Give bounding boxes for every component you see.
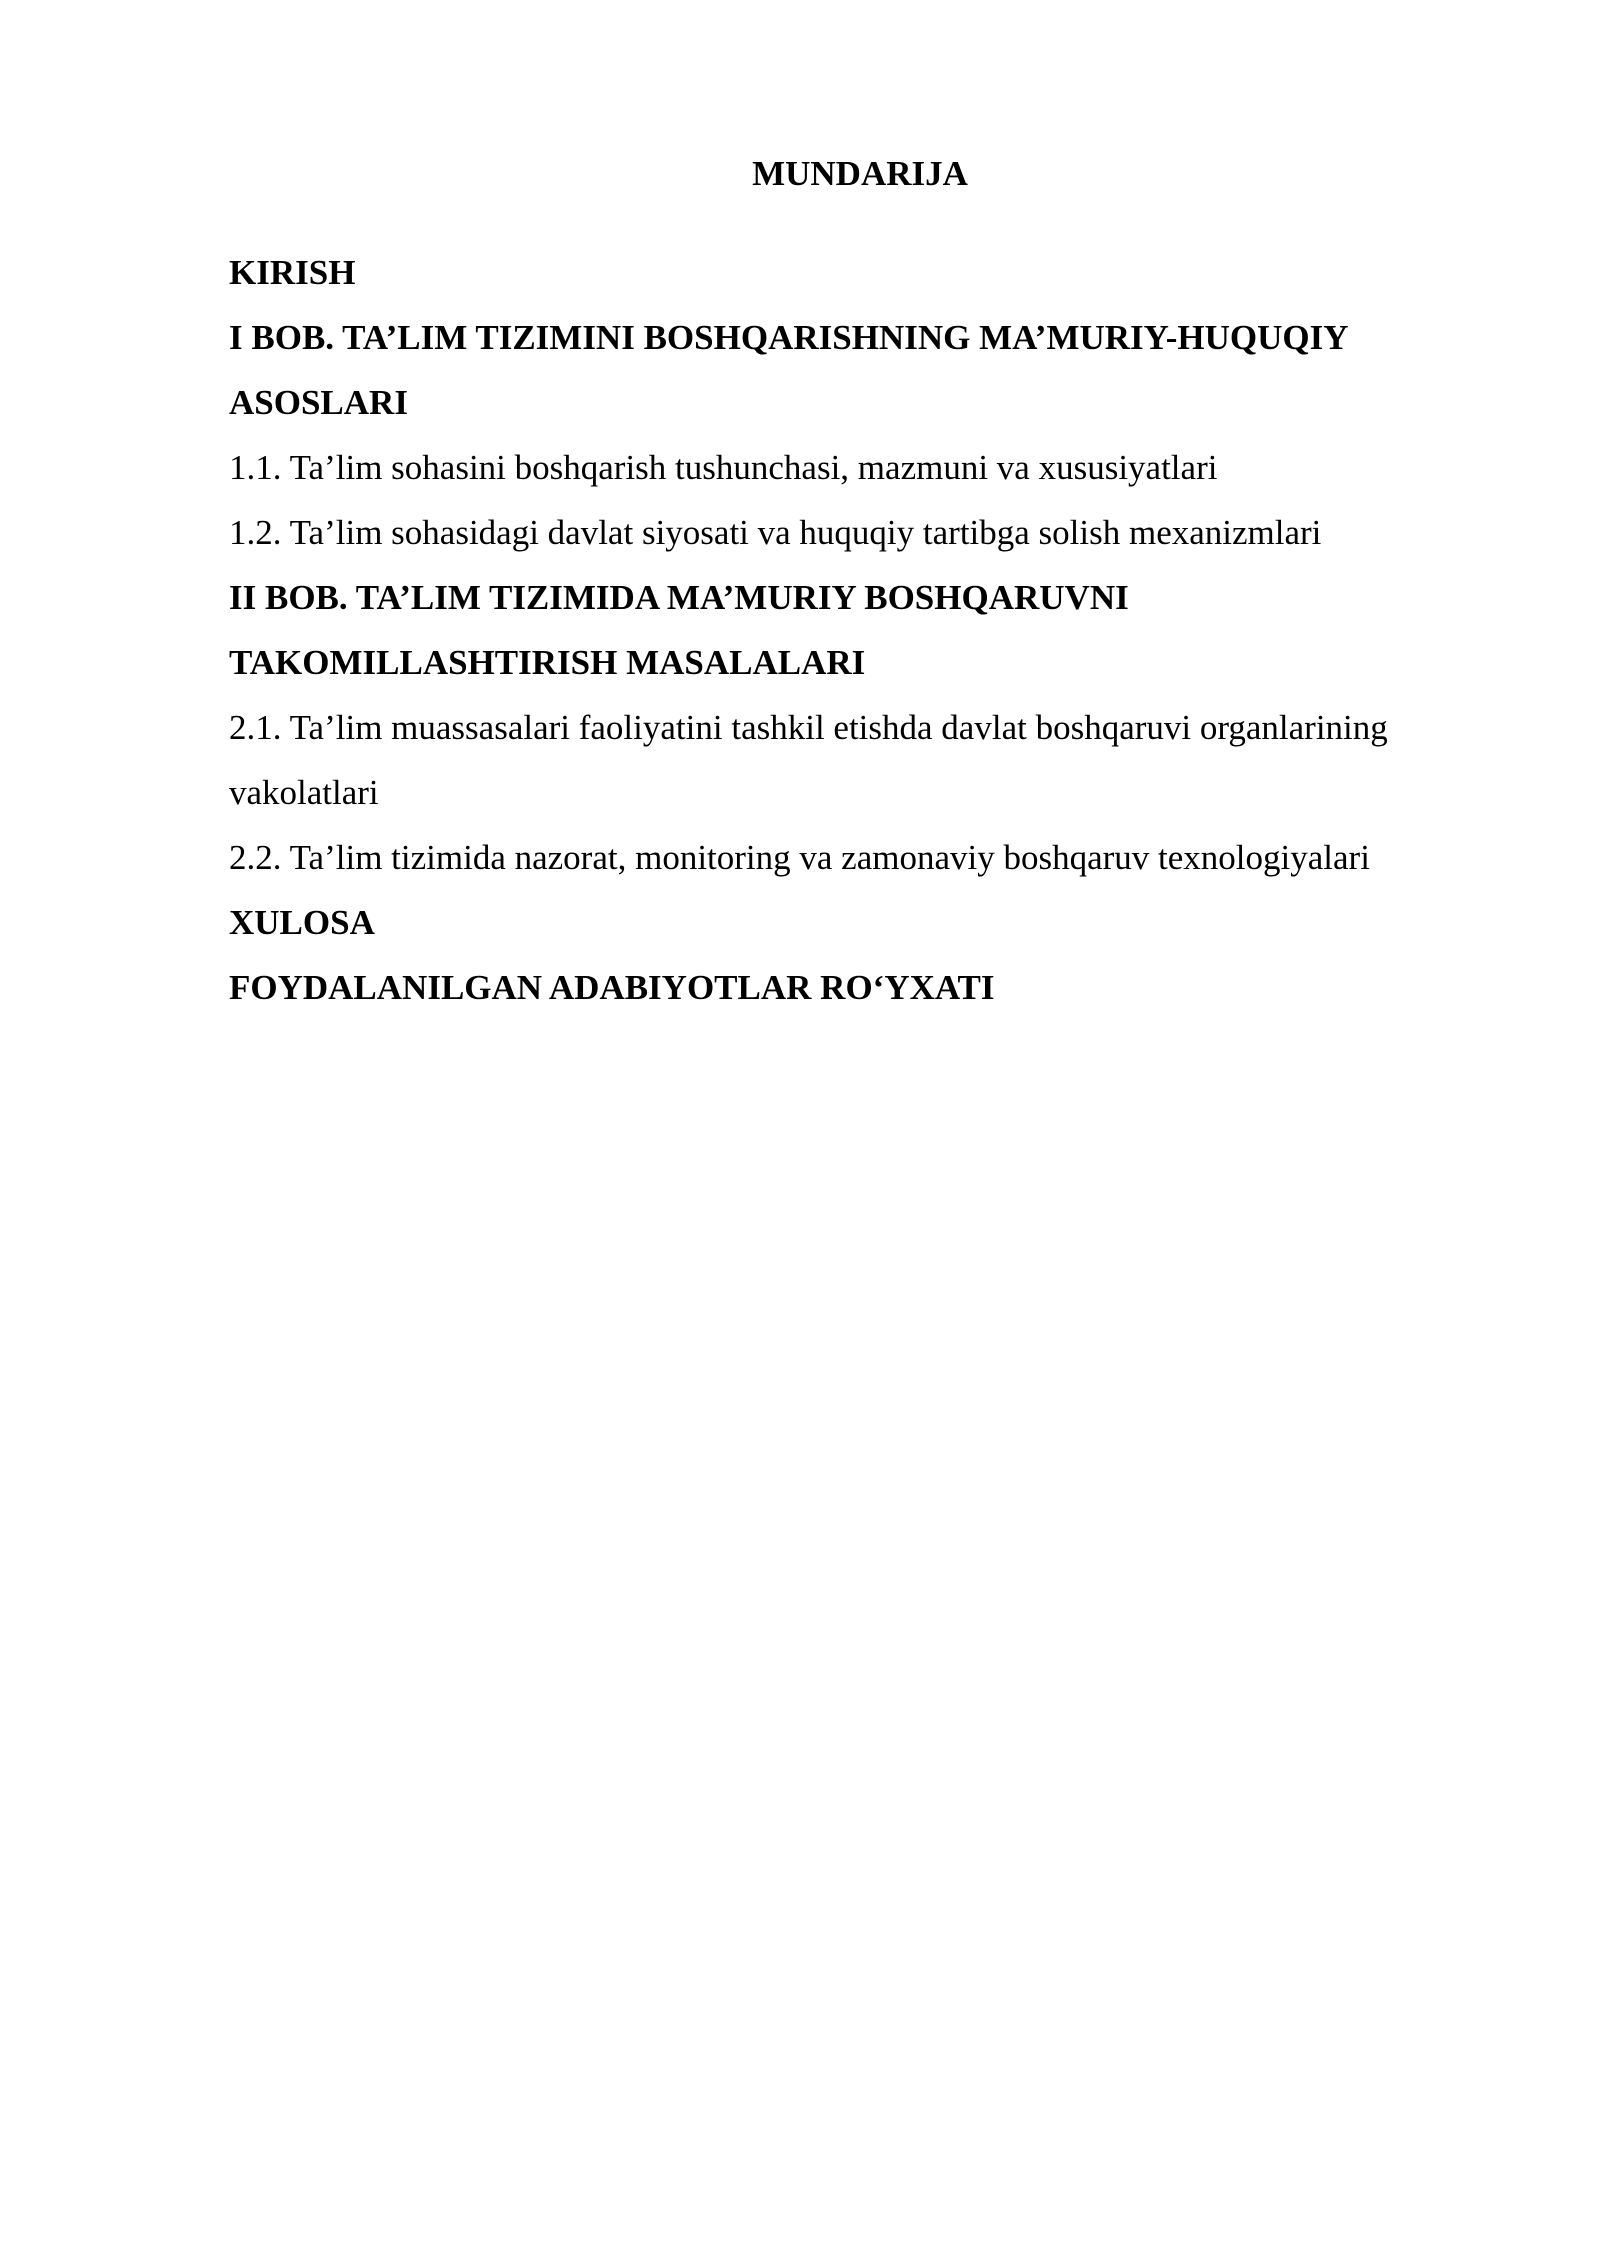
toc-entry-section-2-1-cont: vakolatlari xyxy=(229,773,379,812)
toc-entry-section-1-1: 1.1. Ta’lim sohasini boshqarish tushunchasi, mazmuni va xususiyatlari xyxy=(229,448,1218,487)
toc-entry-section-1-2: 1.2. Ta’lim sohasidagi davlat siyosati va huquqiy tartibga solish mexanizmlari xyxy=(229,513,1322,552)
toc-entry-introduction: KIRISH xyxy=(229,253,356,292)
toc-entry-section-2-2: 2.2. Ta’lim tizimida nazorat, monitoring va zamonaviy boshqaruv texnologiyalari xyxy=(229,838,1370,877)
toc-entry-chapter-2-title: II BOB. TA’LIM TIZIMIDA MA’MURIY BOSHQARUVNI xyxy=(229,578,1129,617)
toc-entry-chapter-1-title: I BOB. TA’LIM TIZIMINI BOSHQARISHNING MA’MURIY-HUQUQIY xyxy=(229,318,1349,357)
toc-entry-references: FOYDALANILGAN ADABIYOTLAR RO‘YXATI xyxy=(229,968,995,1007)
toc-entry-conclusion: XULOSA xyxy=(229,903,375,942)
table-of-contents xyxy=(229,240,1529,1020)
page-title: MUNDARIJA xyxy=(752,154,968,193)
toc-entry-section-2-1: 2.1. Ta’lim muassasalari faoliyatini tashkil etishda davlat boshqaruvi organlarining xyxy=(229,708,1388,747)
toc-entry-chapter-2-title-cont: TAKOMILLASHTIRISH MASALALARI xyxy=(229,643,866,682)
toc-entry-chapter-1-title-cont: ASOSLARI xyxy=(229,383,408,422)
